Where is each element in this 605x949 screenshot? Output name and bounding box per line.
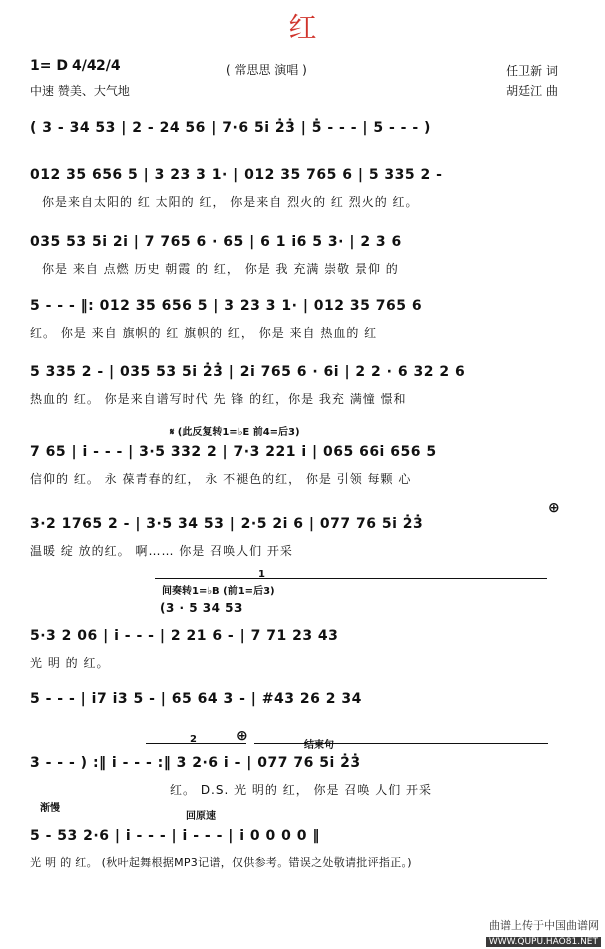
lyrics-row-8: 光 明 的 红。 <box>30 656 110 670</box>
lyrics-row-2: 你是来自太阳的 红 太阳的 红， 你是来自 烈火的 红 烈火的 红。 <box>42 195 419 209</box>
lyrics-row-6: 信仰的 红。 永 葆青春的红， 永 不褪色的红， 你是 引领 每颗 心 <box>30 472 412 486</box>
notation-row-4: 5 - - - ‖: 012 35 656 5 | 3 23 3 1· | 012 35 765 6 <box>30 298 423 314</box>
notation-row-5: 5 335 2 - | 035 53 5i 2̇3̇ | 2i 765 6 · 6i | 2 2 · 6 32 2 6 <box>30 364 466 380</box>
notation-row-3: 035 53 5i 2i | 7 765 6 · 65 | 6 1 i6 5 3· | 2 3 6 <box>30 234 402 250</box>
notation-row-1: ( 3 - 34 53 | 2 - 24 56 | 7·6 5i 2̇3̇ | 5̇ - - - | 5 - - - ) <box>30 120 431 136</box>
notation-row-6: 7 65 | i - - - | 3·5 332 2 | 7·3 221 i | 065 66i 656 5 <box>30 444 437 460</box>
ritardando-mark: 渐慢 <box>40 803 60 814</box>
lyrics-row-5: 热血的 红。 你是来自谱写时代 先 锋 的红，你是 我充 满憧 憬和 <box>30 392 407 406</box>
coda-symbol-2: ⊕ <box>236 728 248 744</box>
volta-1-label: 1 <box>258 569 265 580</box>
notation-row-9: 5 - - - | i7 i3 5 - | 65 64 3 - | #43 26 2 34 <box>30 691 362 707</box>
interlude-bracket <box>155 578 547 579</box>
time-signature-1: 4/4 <box>72 58 97 74</box>
watermark-site: 曲谱上传于中国曲谱网 <box>489 919 599 932</box>
notation-row-2: 012 35 656 5 | 3 23 3 1· | 012 35 765 6 | 5 335 2 - <box>30 167 443 183</box>
notation-row-8: 5·3 2 06 | i - - - | 2 21 6 - | 7 71 23 43 <box>30 628 339 644</box>
ending-bracket <box>254 743 548 744</box>
time-signature-2: 2/4 <box>96 58 121 74</box>
ending-phrase-label: 结束句 <box>304 740 334 751</box>
notation-row-7: 3·2 1765 2 - | 3·5 34 53 | 2·5 2i 6 | 077 76 5i 2̇3̇ <box>30 516 424 532</box>
notation-row-10: 3 - - - ) :‖ i - - - :‖ 3 2·6 i - | 077 76 5i 2̇3̇ <box>30 755 361 771</box>
tempo-marking: 中速 赞美、大气地 <box>30 84 130 98</box>
watermark-url: WWW.QUPU.HAO81.NET <box>486 937 601 947</box>
composer-credit: 胡廷江 曲 <box>506 84 558 98</box>
lyrics-row-11: 光 明 的 红。 (秋叶起舞根据MP3记谱，仅供参考。错误之处敬请批评指正。) <box>30 856 412 869</box>
key-signature: 1= D <box>30 58 68 74</box>
segno-modulation-note: 𝄋 (此反复转1=♭E 前4=后3) <box>170 427 300 438</box>
lyrics-row-10: 红。 D.S. 光 明的 红， 你是 召唤 人们 开采 <box>170 783 433 797</box>
interlude-modulation-note: 间奏转1=♭B (前1=后3) <box>162 586 275 597</box>
lyrics-row-3: 你是 来自 点燃 历史 朝霞 的 红， 你是 我 充满 崇敬 景仰 的 <box>42 262 399 276</box>
volta-2-label: 2 <box>190 734 197 745</box>
coda-symbol-1: ⊕ <box>548 500 560 516</box>
a-tempo-mark: 回原速 <box>186 811 216 822</box>
lyricist-credit: 任卫新 词 <box>506 64 558 78</box>
lyrics-row-7: 温暖 绽 放的红。 啊…… 你是 召唤人们 开采 <box>30 544 293 558</box>
lyrics-row-4: 红。 你是 来自 旗帜的 红 旗帜的 红， 你是 来自 热血的 红 <box>30 326 378 340</box>
notation-row-11: 5 - 53 2·6 | i - - - | i - - - | i 0 0 0 0 ‖ <box>30 828 320 844</box>
page-title: 红 <box>288 11 317 44</box>
interlude-notes: (3 · 5 34 53 <box>160 601 243 615</box>
singer-credit: ( 常思思 演唱 ) <box>226 63 307 77</box>
